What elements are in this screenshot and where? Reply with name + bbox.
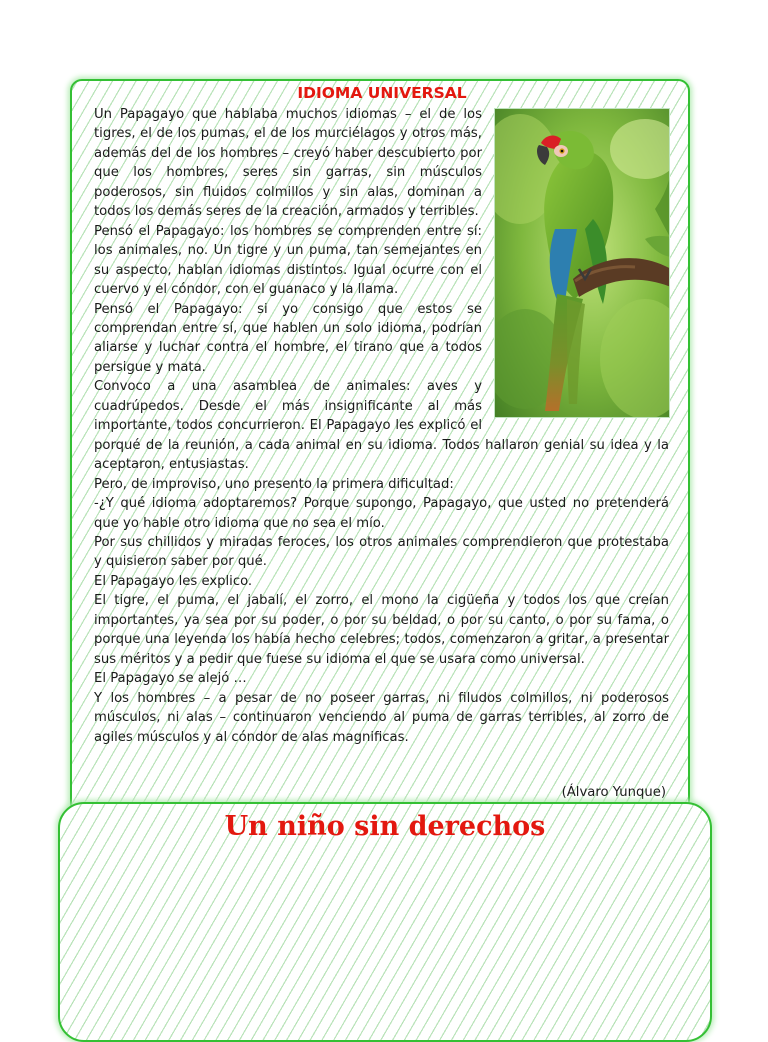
- story-paragraph: -¿Y qué idioma adoptaremos? Porque supongo, Papagayo, que usted no pretenderá que yo hable otro idioma que no sea el mío.: [94, 496, 669, 531]
- story-paragraph: Pensó el Papagayo: si yo consigo que estos se comprendan entre sí, que hablen un solo idioma, podrían aliarse y luchar contra el hombre, el tirano que a todos persigue y mata.: [94, 301, 482, 375]
- story-author: (Álvaro Yunque): [561, 785, 666, 800]
- story-panel: [70, 79, 690, 819]
- second-title: Un niño sin derechos: [224, 811, 546, 842]
- story-paragraph: El Papagayo se alejó …: [94, 671, 247, 687]
- story-paragraph: Pero, de improviso, uno presento la primera dificultad:: [94, 476, 454, 492]
- story-paragraph: Convoco a una asamblea de animales: aves y cuadrúpedos. Desde el más insignificante al más importante, todos concurrieron. El Papagayo les explicó el porqué de la reunión, a cada animal en su idioma. Todos hallaron genial su idea y la aceptaron, entusiastas.: [94, 379, 669, 473]
- story-paragraph: El tigre, el puma, el jabalí, el zorro, el mono la cigüeña y todos los que creían importantes, ya sea por su poder, o por su beldad, o por su canto, o por su fama, o porque una leyenda los había hecho celebres; todos, comenzaron a gritar, a presentar sus méritos y a pedir que fuese su idioma el que se usara como universal.: [94, 593, 669, 667]
- story-paragraph: Por sus chillidos y miradas feroces, los otros animales comprendieron que protestaba y quisieron saber por qué.: [94, 534, 669, 570]
- story-paragraph: Y los hombres – a pesar de no poseer garras, ni filudos colmillos, ni poderosos músculos, ni alas – continuaron venciendo al puma de garras terribles, al zorro de agiles músculos y al cóndor de alas magnificas.: [94, 690, 669, 745]
- second-panel: [58, 802, 712, 1042]
- story-paragraph: Pensó el Papagayo: los hombres se comprenden entre sí: los animales, no. Un tigre y un puma, tan semejantes en su aspecto, hablan idiomas distintos. Igual ocurre con el cuervo y el cóndor, con el guanaco y la llama.: [94, 223, 482, 298]
- story-title: IDIOMA UNIVERSAL: [297, 84, 467, 102]
- story-paragraph: El Papagayo les explico.: [94, 573, 253, 589]
- story-paragraph: Un Papagayo que hablaba muchos idiomas – el de los tigres, el de los pumas, el de los murciélagos y otros más, además del de los hombres – creyó haber descubierto por que los hombres, seres sin garras, sin músculos poderosos, sin fluidos colmillos y sin alas, dominan a todos los demás seres de la creación, armados y terribles.: [94, 107, 482, 220]
- parrot-photo: [494, 108, 670, 418]
- story-body: [94, 105, 669, 747]
